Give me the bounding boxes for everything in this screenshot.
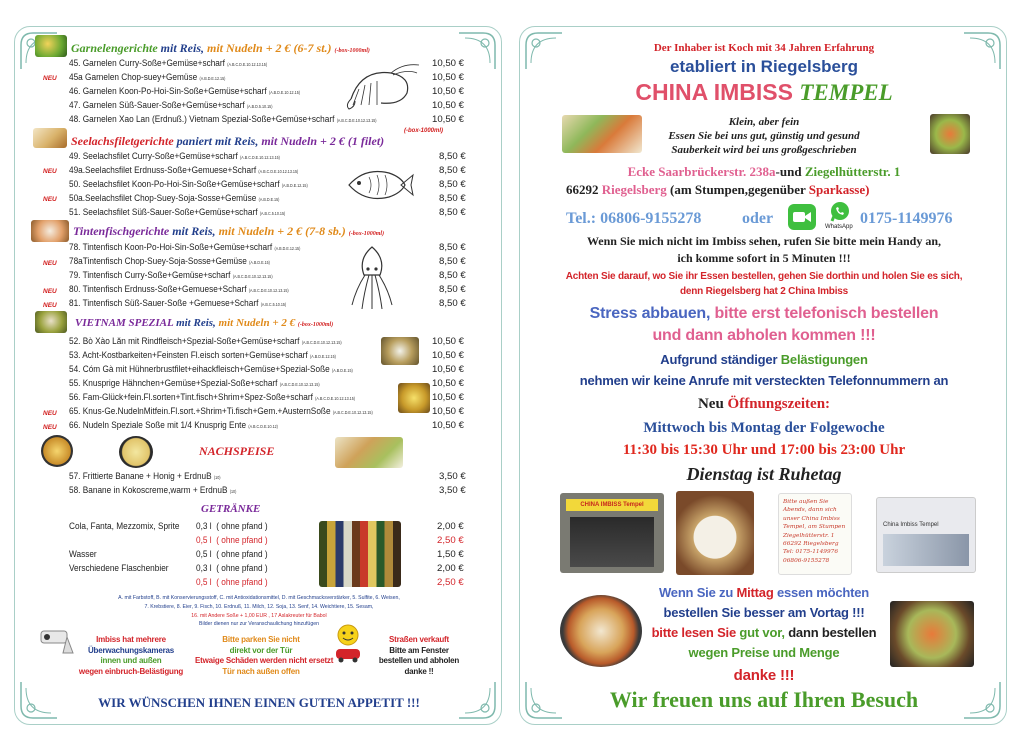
price: 10,50 € — [432, 406, 465, 417]
smiley-icon — [333, 623, 363, 663]
allergen-note: 16. mit Andere Soße + 1,00 EUR , 17 Aslakreuter für Babol — [191, 613, 327, 619]
price: 10,50 € — [432, 350, 465, 361]
opening-days: Mittwoch bis Montag der Folgewoche — [643, 420, 885, 436]
seelachs-heading: Seelachsfiletgerichte paniert mit Reis, mit Nudeln + 2 € (1 filet) — [71, 134, 385, 148]
list-item: 66. Nudeln Speziale Soße mit 1/4 Knusprig Ente (A.B.C.D.E.10.12) — [69, 420, 278, 431]
new-badge: NEU — [43, 75, 57, 82]
screen-label: China Imbiss Tempel — [883, 522, 939, 528]
tagline: Klein, aber fein Essen Sie bei uns gut, günstig und gesund Sauberkeit wird bei uns großgeschrieben — [668, 116, 860, 156]
list-item: 55. Knusprige Hähnchen+Gemüse+Spezial-Soße+scharf (A.B.C.D.E.10.12.13.15) — [69, 378, 320, 389]
price: 8,50 € — [439, 179, 466, 190]
list-item: 45. Garnelen Curry-Soße+Gemüse+scharf (A.B.C.D.E.10.12.13.15) — [69, 58, 268, 69]
mobile-number[interactable]: 0175-1149976 — [860, 210, 953, 227]
drink-size: 0,5 l ( ohne pfand ) — [196, 577, 268, 588]
achten-line: Achten Sie darauf, wo Sie ihr Essen bestellen, gehen Sie dorthin und holen Sie es sich, — [565, 271, 963, 282]
price: 3,50 € — [439, 485, 466, 496]
drink-size: 0,3 l ( ohne pfand ) — [196, 521, 268, 532]
vietnam-photo — [35, 311, 67, 333]
camera-icon — [37, 623, 77, 665]
new-badge: NEU — [43, 168, 57, 175]
parking-notice: Bitte parken Sie nicht direkt vor der Tür Etwaige Schäden werden nicht ersetzt Tür nach außen offen — [195, 635, 334, 676]
drink-name: Wasser — [69, 549, 97, 560]
allergen-note: 7. Krebstiere, 8. Eier, 9. Fisch, 10. Erdnuß, 11. Milch, 12. Soja, 13. Senf, 14. Weichtiere, 15. Sesam, — [144, 604, 374, 610]
price: 8,50 € — [439, 193, 466, 204]
opening-hours: 11:30 bis 15:30 Uhr und 17:00 bis 23:00 Uhr — [622, 442, 906, 458]
dessert-photo — [41, 435, 73, 467]
stress-line: Stress abbauen, bitte erst telefonisch bestellen — [589, 305, 939, 322]
list-item: 51. Seelachsfilet Süß-Sauer-Soße+Gemüse+scharf (A.B.C.5.10.15) — [69, 207, 286, 218]
list-item: 53. Acht-Kostbarkeiten+Feinsten Fl.eisch sorten+Gemüse+scharf (A.B.D.E.12.15) — [69, 350, 336, 361]
price: 10,50 € — [432, 378, 465, 389]
list-item: 49a.Seelachsfilet Erdnuss-Soße+Gemuese+Scharf (A.B.C.D.E.10.12.13.15) — [69, 165, 299, 176]
whatsapp-label: WhatsApp — [825, 224, 853, 230]
handy-line: ich komme sofort in 5 Minuten !!! — [677, 251, 851, 265]
list-item: 50. Seelachsfilet Koon-Po-Hoi-Sin-Soße+Gemüse+scharf (A.B.D.E.12.15) — [69, 179, 308, 190]
allergen-note: Bilder dienen nur zur Veranschaulichung hinzufügen — [199, 621, 319, 627]
price: 2,00 € — [437, 521, 464, 532]
price: 8,50 € — [439, 165, 466, 176]
candy-photo — [676, 491, 754, 575]
achten-line: denn Riegelsberg hat 2 China Imbiss — [679, 286, 849, 297]
list-item: 81. Tintenfisch Süß-Sauer-Soße +Gemuese+Scharf (A.B.C.5.10.15) — [69, 298, 287, 309]
preise-line: wegen Preise und Menge — [688, 645, 840, 660]
list-item: 58. Banane in Kokoscreme,warm + ErdnuB (10) — [69, 485, 237, 496]
price: 8,50 € — [439, 242, 466, 253]
drink-size: 0,5 l ( ohne pfand ) — [196, 549, 268, 560]
list-item: 65. Knus-Ge.NudelnMitfein.Fl.sort.+Shrim+Ti.fisch+Gem.+AusternSoße (A.B.C.D.E.10.12.13.15) — [69, 406, 373, 417]
price: 2,50 € — [437, 577, 464, 588]
price: 10,50 € — [432, 114, 465, 125]
vortag-line: bestellen Sie besser am Vortag !!! — [663, 605, 865, 620]
price: 8,50 € — [439, 270, 466, 281]
price: 2,00 € — [437, 563, 464, 574]
drinks-photo — [319, 521, 401, 587]
list-item: 79. Tintenfisch Curry-Soße+Gemüse+scharf (A.B.C.D.E.10.12.13.15) — [69, 270, 273, 281]
garnelen-photo — [35, 35, 67, 57]
price: 10,50 € — [432, 72, 465, 83]
list-item: 52. Bò Xào Lăn mit Rindfleisch+Spezial-Soße+Gemüse+scharf (A.B.C.D.E.10.12.13.15) — [69, 336, 342, 347]
tintenfisch-photo — [31, 220, 69, 242]
list-item: 46. Garnelen Koon-Po-Hoi-Sin-Soße+Gemüse+scharf (A.B.D.E.10.12.15) — [69, 86, 300, 97]
price: 8,50 € — [439, 298, 466, 309]
whatsapp-icon — [829, 201, 851, 223]
shop-sign: CHINA IMBISS Tempel — [566, 499, 658, 511]
price: 8,50 € — [439, 207, 466, 218]
dessert-photo — [335, 437, 403, 468]
price: 10,50 € — [432, 364, 465, 375]
list-item: 78aTintenfisch Chop-Suey-Soja-Sosse+Gemüse (A.B.D.E.15) — [69, 256, 270, 267]
footer-welcome: Wir freuen uns auf Ihren Besuch — [609, 687, 919, 712]
price: 10,50 € — [432, 336, 465, 347]
new-badge: NEU — [43, 410, 57, 417]
allergen-note: A. mit Farbstoff, B. mit Konservierungsstoff, C. mit Antioxidationsmittel, D. mit Geschmacksverstärker, 5. Sulfite, 6. Weisen, — [118, 595, 400, 601]
facetime-icon — [788, 204, 816, 230]
box-size: (-box-1000ml) — [404, 128, 444, 134]
dish-photo — [398, 383, 430, 413]
shrimp-icon — [341, 59, 421, 111]
getraenke-heading: GETRÄNKE — [201, 503, 261, 515]
list-item: 47. Garnelen Süß-Sauer-Soße+Gemüse+scharf (A.B.D.5.10.15) — [69, 100, 273, 111]
drink-name: Verschiedene Flaschenbier — [69, 563, 169, 574]
address-line-2: 66292 Riegelsberg (am Stumpen,gegenüber Sparkasse) — [566, 182, 870, 197]
price: 10,50 € — [432, 100, 465, 111]
street-sale-notice: Straßen verkauft Bitte am Fenster bestellen und abholen danke !! — [378, 635, 460, 676]
price: 10,50 € — [432, 420, 465, 431]
address-line-1: Ecke Saarbrückerstr. 238a-und Ziegelhütterstr. 1 — [627, 164, 901, 179]
nachspeise-heading: NACHSPEISE — [199, 444, 275, 458]
camera-notice: Imbiss hat mehrere Überwachungskameras innen und außen wegen einbruch-Belästigung — [78, 635, 184, 676]
tintenfisch-heading: Tintenfischgerichte mit Reis, mit Nudeln + 2 € (7-8 sb.) (-box-1000ml) — [73, 224, 385, 238]
price: 10,50 € — [432, 58, 465, 69]
price: 8,50 € — [439, 284, 466, 295]
handy-line: Wenn Sie mich nicht im Imbiss sehen, rufen Sie bitte mein Handy an, — [586, 234, 942, 248]
handwritten-note — [778, 493, 852, 575]
new-badge: NEU — [43, 260, 57, 267]
list-item: 49. Seelachsfilet Curry-Soße+Gemüse+scharf (A.B.C.D.E.10.12.13.15) — [69, 151, 280, 162]
mittag-line: Wenn Sie zu Mittag essen möchten — [658, 585, 870, 600]
dessert-photo — [119, 436, 153, 468]
screen-photo — [876, 497, 976, 573]
drink-size: 0,3 l ( ohne pfand ) — [196, 563, 268, 574]
price: 1,50 € — [437, 549, 464, 560]
phone-or: oder — [742, 210, 774, 227]
footer-appetit: WIR WÜNSCHEN IHNEN EINEN GUTEN APPETIT !!! — [98, 695, 420, 710]
established-line: etabliert in Riegelsberg — [670, 57, 858, 76]
drink-name: Cola, Fanta, Mezzomix, Sprite — [69, 521, 180, 532]
price: 8,50 € — [439, 151, 466, 162]
garnelen-heading: Garnelengerichte mit Reis, mit Nudeln + 2 € (6-7 st.) (-box-1000ml) — [71, 41, 370, 55]
list-item: 80. Tintenfisch Erdnuss-Soße+Gemuese+Scharf (A.B.C.D.E.10.12.13.15) — [69, 284, 289, 295]
opening-title: Neu Öffnungszeiten: — [697, 396, 831, 412]
new-badge: NEU — [43, 196, 57, 203]
new-badge: NEU — [43, 302, 57, 309]
info-panel-right — [519, 26, 1007, 725]
seelachs-photo — [33, 128, 67, 148]
owner-line: Der Inhaber ist Koch mit 34 Jahren Erfahrung — [653, 42, 875, 54]
squid-icon — [348, 245, 396, 311]
price: 8,50 € — [439, 256, 466, 267]
new-badge: NEU — [43, 288, 57, 295]
list-item: 48. Garnelen Xao Lan (Erdnuß.) Vietnam Spezial-Soße+Gemüse+scharf (A.B.C.D.E.10.12.13.15) — [69, 114, 377, 125]
dish-photo — [381, 337, 419, 365]
list-item: 54. Cóm Gà mit Hühnerbrustfilet+eihackfleisch+Gemüse+Spezial-Soße (A.B.D.E.15) — [69, 364, 353, 375]
lesen-line: bitte lesen Sie gut vor, dann bestellen — [651, 625, 877, 640]
phone-number[interactable]: Tel.: 06806-9155278 — [566, 210, 702, 227]
fish-icon — [345, 163, 415, 207]
price: 3,50 € — [439, 471, 466, 482]
vietnam-heading: VIETNAM SPEZIAL mit Reis, mit Nudeln + 2 € (-box-1000ml) — [75, 317, 334, 329]
price: 2,50 € — [437, 535, 464, 546]
shop-photo — [560, 493, 664, 573]
danke-line: danke !!! — [733, 667, 795, 684]
list-item: 56. Fam-Glück+fein.Fl.sorten+Tint.fisch+Shrim+Spez-Soße+scharf (A.B.C.D.E.10.12.13.15) — [69, 392, 356, 403]
price: 10,50 € — [432, 86, 465, 97]
stress-line: und dann abholen kommen !!! — [652, 327, 876, 344]
menu-panel-left — [14, 26, 502, 725]
list-item: 45a Garnelen Chop-suey+Gemüse (A.B.D.E.12.15) — [69, 72, 226, 83]
aufgrund-line: Aufgrund ständiger Belästigungen — [660, 352, 868, 367]
handwritten-text: Bitte außen Sie Abends, dann sich unser China Imbiss Tempel, am Stumpen Ziegelhütterstr. 1 66292 Riegelsberg Tel: 0175-1149976 06806-9155278 — [783, 499, 846, 564]
new-badge: NEU — [43, 424, 57, 431]
restaurant-name: CHINA IMBISS TEMPEL — [635, 79, 893, 105]
price: 10,50 € — [432, 392, 465, 403]
list-item: 57. Frittierte Banane + Honig + ErdnuB (10) — [69, 471, 221, 482]
closed-day: Dienstag ist Ruhetag — [686, 464, 842, 484]
drink-size: 0,5 l ( ohne pfand ) — [196, 535, 268, 546]
list-item: 50a.Seelachsfilet Chop-Suey-Soja-Sosse+Gemüse (A.B.D.E.15) — [69, 193, 280, 204]
anrufe-line: nehmen wir keine Anrufe mit versteckten Telefonnummern an — [579, 373, 949, 388]
list-item: 78. Tintenfisch Koon-Po-Hoi-Sin-Soße+Gemüse+scharf (A.B.D.E.12.15) — [69, 242, 301, 253]
